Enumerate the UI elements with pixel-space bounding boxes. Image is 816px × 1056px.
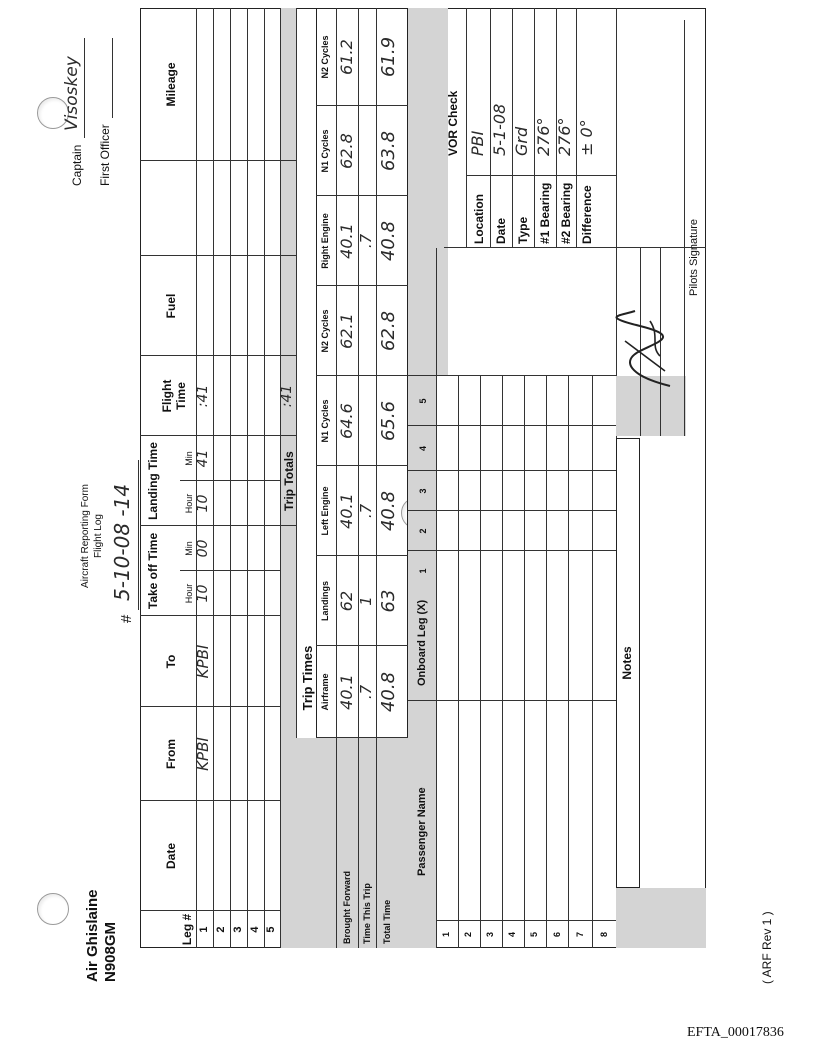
trip-times-title: Trip Times xyxy=(300,645,315,711)
vor-type-label: Type xyxy=(516,216,530,244)
vor-bearing2-value: 276° xyxy=(555,117,574,156)
vor-col-sep xyxy=(466,175,616,176)
header-date: Date xyxy=(164,843,178,870)
trip-totals-value: :41 xyxy=(279,384,295,408)
pax-col-sep-5 xyxy=(408,375,616,376)
ttt-right-engine: .7 xyxy=(357,233,375,249)
leg-row-5-bottom xyxy=(280,8,281,948)
form-subtitle: Flight Log xyxy=(93,514,104,558)
header-to: To xyxy=(164,654,178,669)
header-fuel: Fuel xyxy=(164,293,178,319)
col-sep-landing xyxy=(140,435,296,436)
captain-value: Visoskey xyxy=(62,56,82,131)
passenger-row-number: 4 xyxy=(507,932,517,938)
leg-1-landing-hour: 10 xyxy=(195,494,211,513)
row-label-time-this-trip: Time This Trip xyxy=(362,883,372,944)
vor-date-value: 5-1-08 xyxy=(490,103,509,156)
leg-1-flight-time: :41 xyxy=(195,384,211,408)
bf-left-engine: 40.1 xyxy=(337,493,356,529)
onboard-leg-5: 5 xyxy=(418,398,428,404)
trip-totals-label: Trip Totals xyxy=(282,451,296,511)
header-mileage: Mileage xyxy=(164,62,178,107)
bf-airframe: 40.1 xyxy=(337,674,356,710)
onboard-leg-1: 1 xyxy=(418,568,428,574)
bf-right-engine: 40.1 xyxy=(337,223,356,259)
trip-header-airframe: Airframe xyxy=(320,673,330,711)
document-id: EFTA_00017836 xyxy=(687,1025,784,1040)
trip-header-left-engine: Left Engine xyxy=(320,486,330,536)
header-takeoff-hour: Hour xyxy=(184,583,194,604)
captain-label: Captain xyxy=(70,144,84,186)
header-leg: Leg # xyxy=(180,913,194,946)
vor-difference-value: ± 0° xyxy=(577,119,596,156)
header-takeoff-min: Min xyxy=(184,541,194,556)
vor-bearing1-label: #1 Bearing xyxy=(538,182,552,244)
form-title: Aircraft Reporting Form xyxy=(80,484,91,588)
pax-col-sep-3 xyxy=(408,470,616,471)
pilots-signature-label: Pilots Signature xyxy=(688,218,700,296)
leg-number: 5 xyxy=(265,926,277,933)
leg-number: 4 xyxy=(249,926,261,933)
leg-row-3-bottom xyxy=(247,8,248,948)
onboard-leg-4: 4 xyxy=(418,446,428,452)
vor-difference-label: Difference xyxy=(580,185,594,244)
vor-type-value: Grd xyxy=(512,126,531,156)
header-from: From xyxy=(164,739,178,769)
leg-number: 1 xyxy=(198,926,210,933)
row-label-brought-forward: Brought Forward xyxy=(342,871,352,944)
notes-shade-left xyxy=(616,888,706,948)
leg-row-1-bottom xyxy=(213,8,214,948)
tt-right-n1: 63.8 xyxy=(378,130,399,172)
trip-header-right-n2: N2 Cycles xyxy=(320,35,330,79)
tt-left-n2: 62.8 xyxy=(378,310,399,352)
vor-bearing2-label: #2 Bearing xyxy=(559,182,573,244)
leg-1-from: KPBI xyxy=(194,737,212,771)
header-flight: Flight Time xyxy=(160,379,188,413)
notes-label: Notes xyxy=(620,646,634,680)
onboard-leg-2: 2 xyxy=(418,528,428,534)
passenger-row-number: 5 xyxy=(529,932,539,938)
pax-row-1 xyxy=(458,376,459,948)
onboard-leg-header: Onboard Leg (X) xyxy=(416,599,428,686)
bf-left-n1: 64.6 xyxy=(337,403,356,439)
vor-shade xyxy=(408,8,444,248)
company-name: Air Ghislaine xyxy=(84,889,101,982)
vor-location-label: Location xyxy=(472,194,486,244)
tt-right-n2: 61.9 xyxy=(378,36,399,78)
leg-1-landing-min: 41 xyxy=(195,449,211,468)
bf-landings: 62 xyxy=(337,590,356,612)
tt-airframe: 40.8 xyxy=(378,671,399,713)
vor-location-value: PBI xyxy=(468,130,487,156)
pax-row-7 xyxy=(592,376,593,948)
trip-header-landings: Landings xyxy=(320,581,330,621)
onboard-leg-3: 3 xyxy=(418,488,428,494)
tt-landings: 63 xyxy=(378,589,399,613)
passenger-row-number: 1 xyxy=(441,932,451,938)
passenger-name-header: Passenger Name xyxy=(416,787,428,876)
pilot-signature-image xyxy=(610,306,680,396)
pax-row-3 xyxy=(502,376,503,948)
tt-left-engine: 40.8 xyxy=(378,490,399,532)
bf-right-n2: 61.2 xyxy=(337,39,356,75)
trip-header-left-n2: N2 Cycles xyxy=(320,309,330,353)
trip-header-left-n1: N1 Cycles xyxy=(320,399,330,443)
passenger-row-number: 2 xyxy=(463,932,473,938)
leg-row-4-bottom xyxy=(264,8,265,948)
pax-col-sep-name xyxy=(408,700,616,701)
trip-header-right-n1: N1 Cycles xyxy=(320,129,330,173)
leg-1-takeoff-hour: 10 xyxy=(195,584,211,603)
trip-header-right-engine: Right Engine xyxy=(320,213,330,269)
passenger-row-number: 8 xyxy=(599,932,609,938)
first-officer-line xyxy=(112,38,113,118)
pax-row-4 xyxy=(524,376,525,948)
pax-col-sep-2 xyxy=(408,510,616,511)
vor-date-label: Date xyxy=(494,217,508,244)
first-officer-label: First Officer xyxy=(98,124,112,186)
leg-1-takeoff-min: 00 xyxy=(195,539,211,558)
col-sep-takeoff xyxy=(140,525,296,526)
vor-bearing1-value: 276° xyxy=(534,117,553,156)
vor-check-title: VOR Check xyxy=(446,90,460,156)
passenger-row-number: 7 xyxy=(575,932,585,938)
trip-times-row-2 xyxy=(376,8,377,948)
captain-line xyxy=(84,38,85,138)
signature-line xyxy=(684,20,685,406)
row-label-total-time: Total Time xyxy=(382,899,392,944)
pax-col-sep-1 xyxy=(408,550,616,551)
bf-right-n1: 62.8 xyxy=(337,133,356,169)
pax-row-2 xyxy=(480,376,481,948)
log-number: 5-10-08 -14 xyxy=(110,483,134,601)
pax-row-5 xyxy=(546,376,547,948)
vor-left-border xyxy=(444,247,616,248)
tt-right-engine: 40.8 xyxy=(378,220,399,262)
vor-title-line xyxy=(466,8,467,248)
header-landing-hour: Hour xyxy=(184,493,194,514)
pax-col-sep-4 xyxy=(408,425,616,426)
ttt-landings: 1 xyxy=(357,596,375,606)
passenger-row-number: 6 xyxy=(552,932,562,938)
hash-symbol: # xyxy=(118,614,135,623)
ttt-left-engine: .7 xyxy=(357,503,375,519)
header-landing: Landing Time xyxy=(146,442,160,520)
leg-number: 2 xyxy=(215,926,227,933)
leg-row-2-bottom xyxy=(230,8,231,948)
bf-left-n2: 62.1 xyxy=(337,313,356,349)
leg-number: 3 xyxy=(232,926,244,933)
passenger-row-number: 3 xyxy=(485,932,495,938)
header-takeoff: Take off Time xyxy=(146,532,160,610)
tail-number: N908GM xyxy=(102,921,119,982)
form-revision: ( ARF Rev 1 ) xyxy=(760,911,774,984)
header-landing-min: Min xyxy=(184,451,194,466)
log-number-line xyxy=(138,460,139,610)
leg-1-to: KPBI xyxy=(194,644,212,679)
ttt-airframe: .7 xyxy=(357,684,375,700)
tt-left-n1: 65.6 xyxy=(378,400,399,442)
pax-row-6 xyxy=(568,376,569,948)
